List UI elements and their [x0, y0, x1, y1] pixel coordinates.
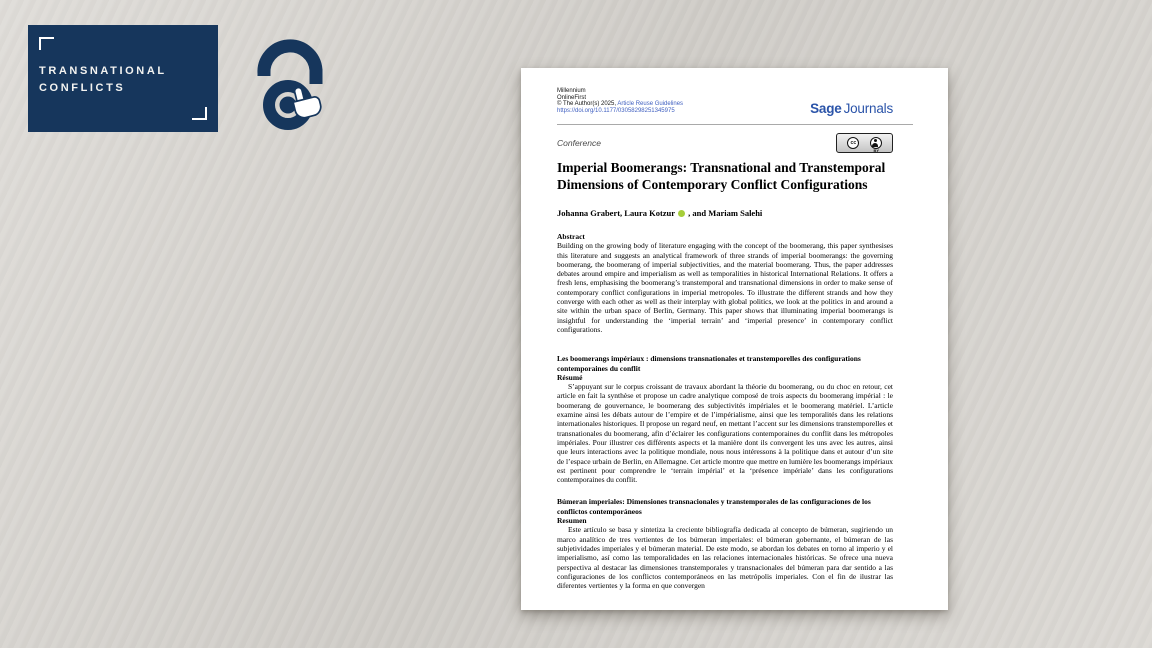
logo-line-2: CONFLICTS	[39, 82, 126, 94]
logo-line-1: TRANSNATIONAL	[39, 65, 167, 77]
copyright-line	[557, 101, 683, 108]
orcid-icon[interactable]	[678, 210, 685, 217]
abstract-text: Building on the growing body of literature engaging with the concept of the boomerang, this paper synthesises this literature and suggests an analytical framework of three strands of imperial boomerangs: the governing boomerang, the boomerang of imperial subjectivities, and the material boomerang. Thus, the paper addresses debates around empire and imperialism as well as temporalities in historical International Relations. It offers a fresh lens, emphasising the boomerang’s transtemporal and transnational dimensions in order to make sense of contemporary conflict configurations in imperial metropoles. To illustrate the different strands and how they converge with each other as well as their interplay with global politics, we look at the politics in and around a site within the urban space of Berlin, Germany. This paper shows that illuminating imperial boomerangs is insightful for understanding the ‘imperial terrain’ and ‘imperial presence’ in contemporary conflict configurations.	[557, 241, 893, 334]
article-type-row	[557, 132, 893, 153]
french-subheading: Résumé	[557, 372, 583, 382]
corner-bracket-icon	[192, 107, 207, 120]
abstract-section	[557, 232, 893, 334]
cc-logo-icon: cc	[847, 137, 859, 149]
abstract-heading: Abstract	[557, 232, 585, 241]
header-divider	[557, 124, 913, 125]
journal-name: Millennium	[557, 88, 586, 94]
edition-label: OnlineFirst	[557, 94, 587, 101]
article-reuse-guidelines-link[interactable]: Article Reuse Guidelines	[617, 101, 684, 107]
sage-logo-word: Sage	[810, 101, 842, 116]
spanish-heading: Búmeran imperiales: Dimensiones transnacionales y transtemporales de las configuraciones de los conflictos contemporáneos	[557, 497, 871, 516]
authors-after-orcid: , and Mariam Salehi	[688, 208, 763, 218]
french-text: S’appuyant sur le corpus croissant de travaux abordant la théorie du boomerang, ou du choc en retour, cet article en fait la synthèse et propose un cadre analytique composé de trois aspects du boomerang impérial : le boomerang de gouvernance, le boomerang des subjectivités impériales et le boomerang matériel. L’article examine ainsi les débats autour de l’empire et de l’impérialisme, ainsi que les temporalités dans les relations internationales historiques. Il propose un regard neuf, en mettant l’accent sur les dimensions transtemporelles et transnationales du boomerang, afin d’éclairer les configurations contemporaines du conflit dans les métropoles impériales. Pour illustrer ces différents aspects et la manière dont ils convergent les uns avec les autres, ainsi que leurs interactions avec la politique mondiale, nous nous intéressons à la politique dans et autour d’un site de l’espace urbain de Berlin, en Allemagne. Cet article montre que mettre en lumière les boomerangs impériaux est pertinent pour comprendre le ‘terrain impérial’ et la ‘présence impériale’ dans les configurations contemporaines du conflit.	[557, 382, 893, 485]
transnational-conflicts-logo	[28, 25, 218, 132]
logo-text	[39, 63, 167, 97]
spanish-subheading: Resumen	[557, 516, 587, 526]
authors-before-orcid: Johanna Grabert, Laura Kotzur	[557, 208, 675, 218]
authors-line	[557, 208, 893, 218]
journal-meta-block	[557, 88, 683, 114]
doi-link[interactable]: https://doi.org/10.1177/03058298251345975	[557, 107, 675, 114]
french-heading: Les boomerangs impériaux : dimensions transnationales et transtemporelles des configurations contemporaines du conflit	[557, 354, 861, 373]
article-page	[521, 68, 948, 610]
copyright-text: © The Author(s) 2025,	[557, 101, 617, 107]
cc-by-license-badge[interactable]	[836, 133, 893, 153]
open-access-icon	[248, 34, 332, 134]
cc-by-label: BY	[873, 147, 879, 153]
corner-bracket-icon	[39, 37, 54, 50]
article-type-label: Conference	[557, 137, 601, 148]
page-header	[557, 88, 893, 116]
open-access-lock-icon	[248, 34, 332, 134]
spanish-abstract-section	[557, 497, 893, 590]
spanish-text: Este artículo se basa y sintetiza la creciente bibliografía dedicada al concepto de búmeran, sugiriendo un marco analítico de tres vertientes de los búmeran imperiales: el búmeran gobernante, el búmeran de las subjetividades imperiales y el búmeran material. De este modo, se abordan los debates en torno al imperio y el imperialismo, así como las temporalidades en las relaciones internacionales históricas. Se ofrece una nueva perspectiva al destacar las dimensiones transtemporales y transnacionales del búmeran para dar sentido a las configuraciones de los conflictos contemporáneos en las metrópolis imperiales. Con el fin de ilustrar las diferentes vertientes y la forma en que convergen	[557, 525, 893, 591]
french-abstract-section	[557, 354, 893, 484]
journals-logo-word: Journals	[843, 101, 893, 116]
article-title: Imperial Boomerangs: Transnational and Transtemporal Dimensions of Contemporary Conflict Configurations	[557, 160, 886, 192]
sage-journals-logo	[810, 101, 893, 116]
